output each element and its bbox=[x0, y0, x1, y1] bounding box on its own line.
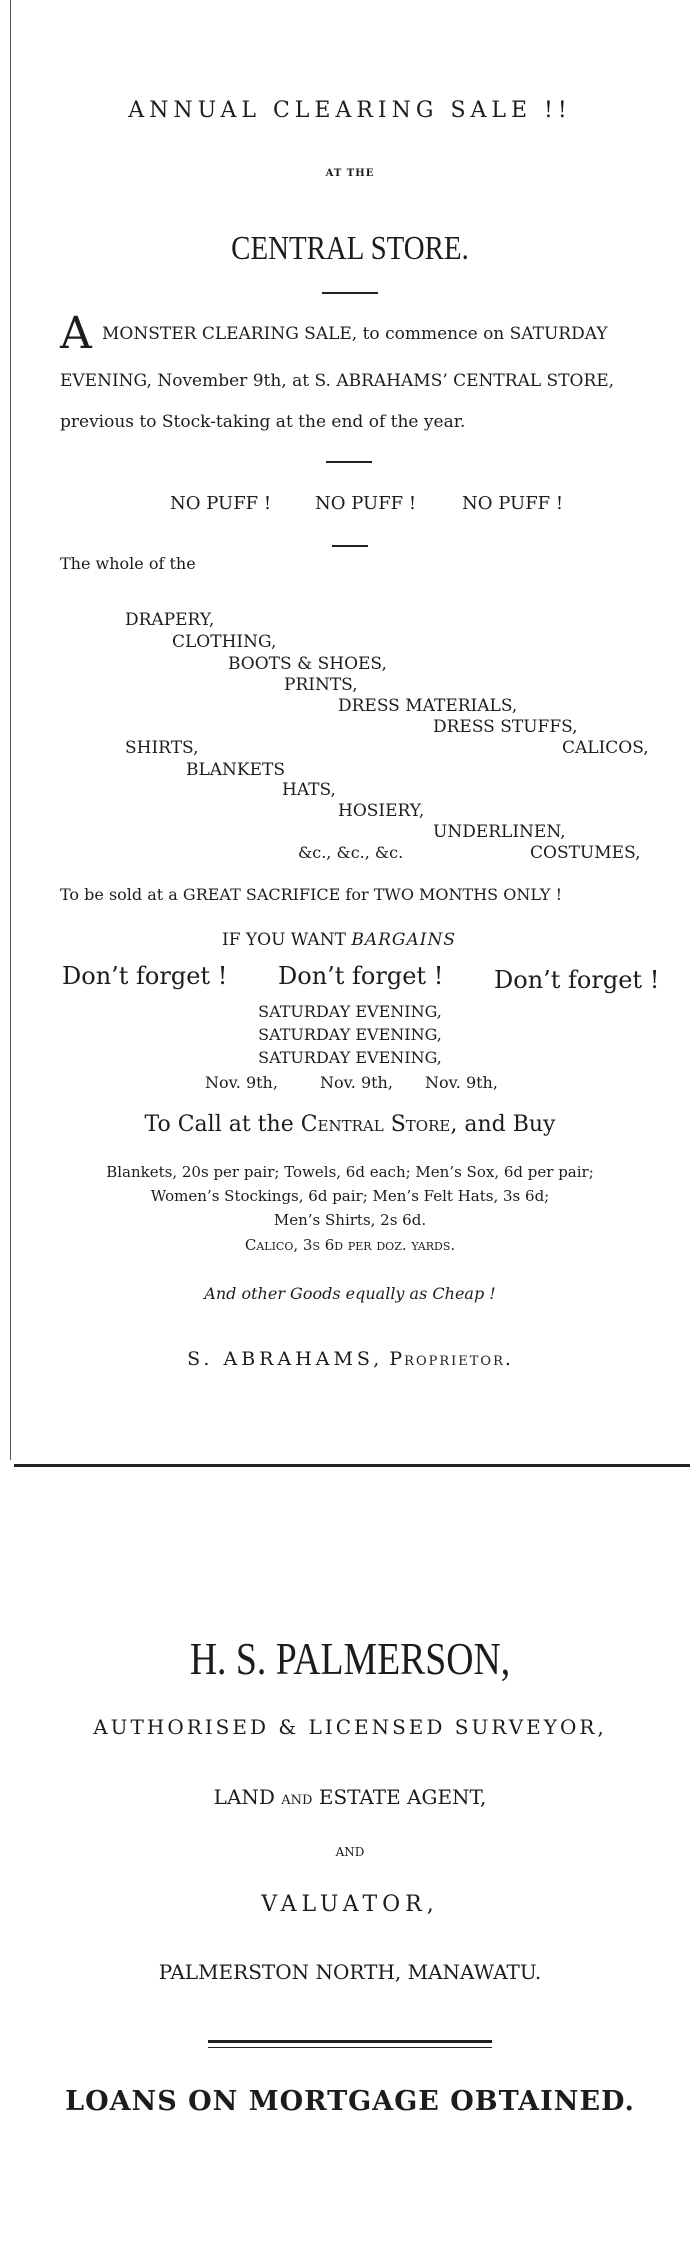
if-you-want-text: IF YOU WANT bbox=[222, 930, 346, 950]
if-you-want-line bbox=[222, 930, 456, 950]
goods-drapery: DRAPERY, bbox=[125, 610, 215, 630]
dont-forget-3: Don’t forget ! bbox=[494, 966, 660, 994]
no-puff-1: NO PUFF ! bbox=[170, 493, 272, 514]
goods-hats: HATS, bbox=[282, 780, 336, 800]
intro-line-3: previous to Stock-taking at the end of the year. bbox=[60, 412, 466, 432]
prices-line-2: Women’s Stockings, 6d pair; Men’s Felt Hats, 3s 6d; bbox=[150, 1187, 550, 1205]
goods-etc: &c., &c., &c. bbox=[298, 843, 404, 862]
prices-line-4: Calico, 3s 6d per doz. yards. bbox=[244, 1236, 456, 1254]
divider bbox=[326, 461, 372, 463]
prices-line-1: Blankets, 20s per pair; Towels, 6d each; Men’s Sox, 6d per pair; bbox=[106, 1163, 594, 1181]
dont-forget-1: Don’t forget ! bbox=[62, 962, 228, 990]
and-connector: AND bbox=[335, 1845, 365, 1859]
goods-underlinen: UNDERLINEN, bbox=[433, 822, 566, 842]
proprietor-name: S. ABRAHAMS, bbox=[187, 1348, 384, 1370]
and-small: AND bbox=[281, 1793, 313, 1808]
goods-hosiery: HOSIERY, bbox=[338, 801, 425, 821]
whole-of-label: The whole of the bbox=[60, 554, 196, 573]
saturday-evening-3: SATURDAY EVENING, bbox=[258, 1048, 442, 1067]
goods-blankets: BLANKETS bbox=[186, 760, 286, 780]
advert-separator bbox=[14, 1464, 690, 1467]
saturday-evening-1: SATURDAY EVENING, bbox=[258, 1002, 442, 1021]
estate-agent-text: ESTATE AGENT, bbox=[318, 1785, 487, 1809]
at-the-label: AT THE bbox=[325, 168, 375, 179]
no-puff-2: NO PUFF ! bbox=[315, 493, 417, 514]
call-line bbox=[0, 1112, 700, 1137]
double-rule-bottom bbox=[208, 2047, 492, 2048]
dont-forget-2: Don’t forget ! bbox=[278, 962, 444, 990]
call-suffix: , and Buy bbox=[450, 1112, 556, 1137]
goods-shirts: SHIRTS, bbox=[125, 738, 199, 758]
sacrifice-line: To be sold at a GREAT SACRIFICE for TWO MONTHS ONLY ! bbox=[60, 885, 562, 904]
sale-headline: ANNUAL CLEARING SALE !! bbox=[128, 98, 572, 123]
goods-calicos: CALICOS, bbox=[562, 738, 649, 758]
call-prefix: To Call at the bbox=[144, 1112, 294, 1137]
land-estate-line bbox=[0, 1785, 700, 1809]
store-name: CENTRAL STORE. bbox=[231, 230, 469, 267]
surveyor-title: AUTHORISED & LICENSED SURVEYOR, bbox=[93, 1715, 607, 1739]
intro-line-2: EVENING, November 9th, at S. ABRAHAMS’ CENTRAL STORE, bbox=[60, 371, 615, 391]
prices-line-3: Men’s Shirts, 2s 6d. bbox=[273, 1211, 427, 1229]
saturday-evening-2: SATURDAY EVENING, bbox=[258, 1025, 442, 1044]
nov-9th-1: Nov. 9th, bbox=[205, 1073, 278, 1092]
no-puff-3: NO PUFF ! bbox=[462, 493, 564, 514]
other-goods-line: And other Goods equally as Cheap ! bbox=[204, 1284, 496, 1303]
intro-line-1: MONSTER CLEARING SALE, to commence on SATURDAY bbox=[102, 324, 608, 344]
call-store: Central Store bbox=[300, 1112, 451, 1137]
bargains-text: BARGAINS bbox=[351, 930, 457, 950]
proprietor-line bbox=[0, 1348, 700, 1370]
double-rule-top bbox=[208, 2040, 492, 2043]
surveyor-name: H. S. PALMERSON, bbox=[189, 1633, 511, 1684]
goods-costumes: COSTUMES, bbox=[530, 843, 641, 863]
nov-9th-3: Nov. 9th, bbox=[425, 1073, 498, 1092]
land-text: LAND bbox=[213, 1785, 275, 1809]
loans-line: LOANS ON MORTGAGE OBTAINED. bbox=[65, 2086, 635, 2117]
location-line: PALMERSTON NORTH, MANAWATU. bbox=[158, 1960, 542, 1984]
drop-cap: A bbox=[60, 308, 92, 359]
valuator-title: VALUATOR, bbox=[261, 1892, 439, 1917]
goods-dress-stuffs: DRESS STUFFS, bbox=[433, 717, 578, 737]
goods-dress-materials: DRESS MATERIALS, bbox=[338, 696, 518, 716]
goods-boots: BOOTS & SHOES, bbox=[228, 654, 387, 674]
divider bbox=[332, 545, 368, 547]
divider bbox=[322, 292, 378, 294]
nov-9th-2: Nov. 9th, bbox=[320, 1073, 393, 1092]
goods-clothing: CLOTHING, bbox=[172, 632, 277, 652]
proprietor-title: Proprietor. bbox=[389, 1348, 513, 1370]
goods-prints: PRINTS, bbox=[284, 675, 358, 695]
